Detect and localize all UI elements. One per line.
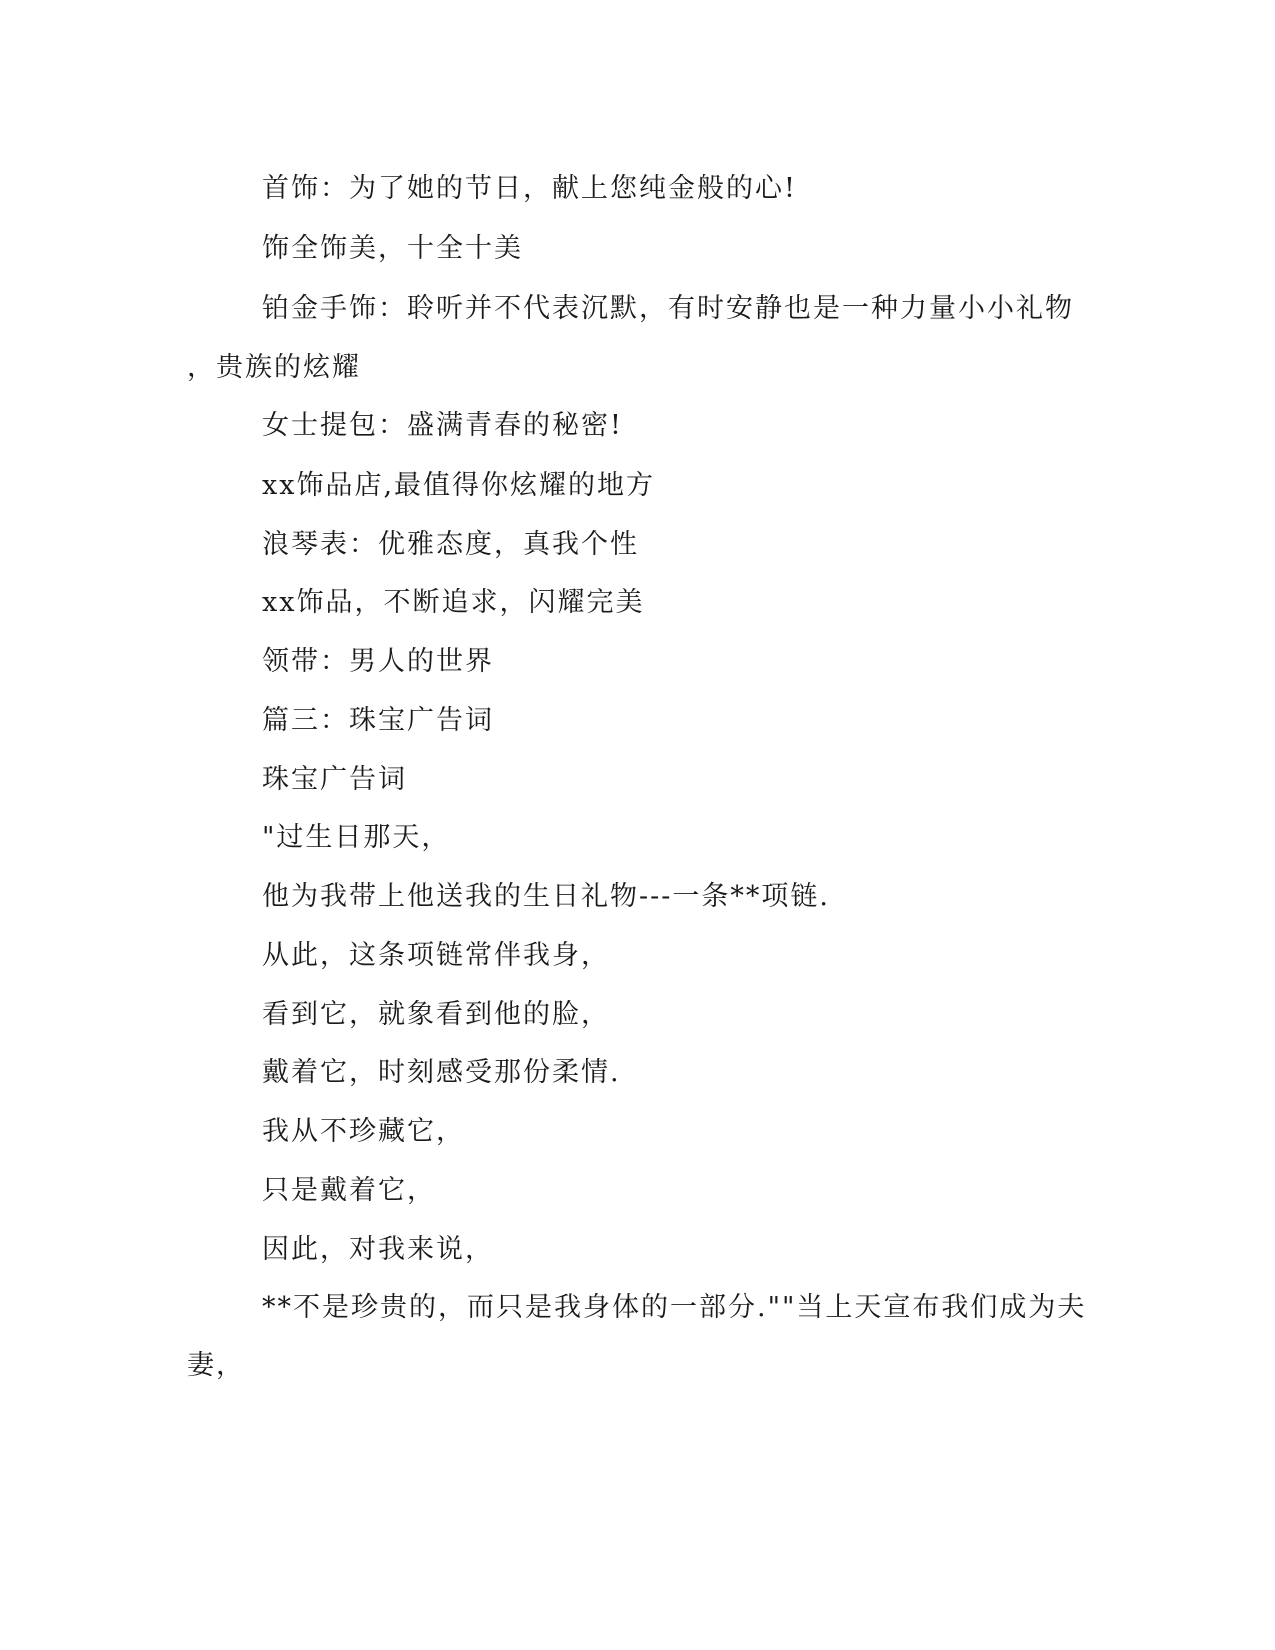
text-line: ，贵族的炫耀	[187, 352, 361, 383]
text-line: 首饰：为了她的节日，献上您纯金般的心!	[262, 173, 797, 204]
text-line: 因此，对我来说，	[262, 1234, 494, 1265]
section-heading: 篇三：珠宝广告词	[262, 705, 494, 736]
text-line: 领带：男人的世界	[262, 646, 494, 677]
text-line: 饰全饰美，十全十美	[262, 233, 523, 264]
text-line: **不是珍贵的，而只是我身体的一部分.""当上天宣布我们成为夫	[262, 1292, 1087, 1323]
section-subheading: 珠宝广告词	[262, 764, 407, 795]
text-line: 铂金手饰：聆听并不代表沉默，有时安静也是一种力量小小礼物	[262, 293, 1074, 324]
text-line: xx饰品店,最值得你炫耀的地方	[262, 470, 656, 501]
text-line: 我从不珍藏它，	[262, 1116, 465, 1147]
text-line: 从此，这条项链常伴我身，	[262, 940, 610, 971]
text-line: 只是戴着它，	[262, 1175, 436, 1206]
text-line: 浪琴表：优雅态度，真我个性	[262, 529, 639, 560]
text-line: 他为我带上他送我的生日礼物---一条**项链.	[262, 881, 830, 912]
text-line: 妻，	[187, 1350, 245, 1381]
text-line: 女士提包：盛满青春的秘密!	[262, 410, 623, 441]
text-line: xx饰品，不断追求，闪耀完美	[262, 587, 645, 618]
text-line: 戴着它，时刻感受那份柔情.	[262, 1057, 621, 1088]
text-line: "过生日那天，	[262, 822, 451, 853]
text-line: 看到它，就象看到他的脸，	[262, 999, 610, 1030]
